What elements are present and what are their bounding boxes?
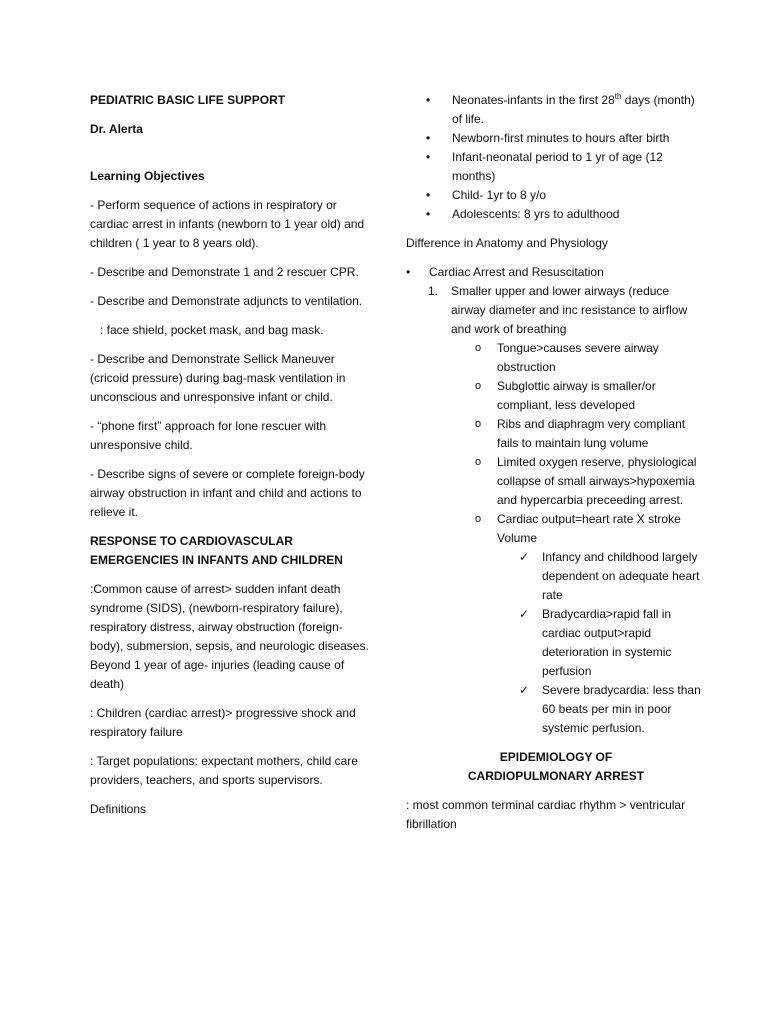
bullet-icon: • <box>426 150 431 164</box>
bullet-icon: • <box>426 207 431 221</box>
sub-item-text: Limited oxygen reserve, physiological collapse of small airways>hypoxemia and hypercarbia preceeding arrest. <box>497 455 697 507</box>
circle-bullet-icon: o <box>475 418 482 430</box>
list-item-text: Infant-neonatal period to 1 yr of age (12 months) <box>452 150 663 183</box>
list-item <box>406 186 706 205</box>
list-item <box>406 282 706 339</box>
list-item <box>406 415 706 453</box>
checkmark-icon: ✓ <box>519 607 530 621</box>
definitions-label: Definitions <box>90 802 147 816</box>
number-marker: 1. <box>428 284 439 298</box>
bullet-icon: • <box>426 131 431 145</box>
circle-bullet-icon: o <box>475 513 482 525</box>
objective-item: - Describe signs of severe or complete foreign-body airway obstruction in infant and child and actions to relieve it. <box>90 467 365 519</box>
check-list <box>406 548 706 738</box>
superscript-th: th <box>614 92 622 101</box>
sub-item-text: Cardiac output=heart rate X stroke Volume <box>497 512 681 545</box>
list-item <box>406 377 706 415</box>
objective-item: : face shield, pocket mask, and bag mask. <box>90 323 324 337</box>
sub-list <box>406 339 706 548</box>
check-item-text: Infancy and childhood largely dependent on adequate heart rate <box>542 550 700 602</box>
circle-bullet-icon: o <box>475 380 482 392</box>
circle-bullet-icon: o <box>475 456 482 468</box>
neonates-text: Neonates-infants in the first 28 <box>452 93 615 107</box>
list-item <box>406 339 706 377</box>
numbered-item-text: Smaller upper and lower airways (reduce airway diameter and inc resistance to airflow and work of breathing <box>451 284 688 336</box>
objective-item: - Describe and Demonstrate Sellick Maneuver (cricoid pressure) during bag-mask ventilation in unconscious and unresponsive infant or child. <box>90 352 346 404</box>
anatomy-heading: Difference in Anatomy and Physiology <box>406 236 608 250</box>
objectives-heading: Learning Objectives <box>90 169 205 183</box>
response-heading: RESPONSE TO CARDIOVASCULAR EMERGENCIES IN INFANTS AND CHILDREN <box>90 534 343 567</box>
list-item-text: Newborn-first minutes to hours after birth <box>452 131 670 145</box>
neonates-text-end: days (month) of life. <box>452 93 695 126</box>
objective-item: - Describe and Demonstrate 1 and 2 rescuer CPR. <box>90 265 359 279</box>
response-paragraph: :Common cause of arrest> sudden infant death syndrome (SIDS), (newborn-respiratory failure), respiratory distress, airway obstruction (foreign-body), submersion, sepsis, and neurologic diseases. Beyond 1 year of age- injuries (leading cause of death) <box>90 582 369 691</box>
cardiac-arrest-list <box>406 263 706 282</box>
list-item-text: Adolescents: 8 yrs to adulthood <box>452 207 620 221</box>
definitions-list <box>406 91 706 224</box>
document-title: PEDIATRIC BASIC LIFE SUPPORT <box>90 93 286 107</box>
check-item-text: Bradycardia>rapid fall in cardiac output>rapid deterioration in systemic perfusion <box>542 607 672 678</box>
left-column <box>90 91 372 829</box>
objective-item: - Perform sequence of actions in respiratory or cardiac arrest in infants (newborn to 1 year old) and children ( 1 year to 8 years old). <box>90 198 365 250</box>
epidemiology-heading: EPIDEMIOLOGY OF CARDIOPULMONARY ARREST <box>467 750 645 783</box>
cardiac-arrest-label: Cardiac Arrest and Resuscitation <box>429 265 604 279</box>
list-item <box>406 548 706 605</box>
checkmark-icon: ✓ <box>519 550 530 564</box>
author-name: Dr. Alerta <box>90 122 143 136</box>
right-column <box>406 91 706 844</box>
list-item <box>406 510 706 548</box>
list-item-text: Child- 1yr to 8 y/o <box>452 188 547 202</box>
list-item <box>406 129 706 148</box>
bullet-icon: • <box>426 188 431 202</box>
objective-item: - “phone first” approach for lone rescuer with unresponsive child. <box>90 419 327 452</box>
list-item <box>406 681 706 738</box>
bullet-icon: • <box>406 265 411 279</box>
response-paragraph: : Target populations: expectant mothers, child care providers, teachers, and sports supervisors. <box>90 754 358 787</box>
circle-bullet-icon: o <box>475 342 482 354</box>
list-item <box>406 605 706 681</box>
check-item-text: Severe bradycardia: less than 60 beats per min in poor systemic perfusion. <box>542 683 701 735</box>
checkmark-icon: ✓ <box>519 683 530 697</box>
sub-item-text: Tongue>causes severe airway obstruction <box>497 341 659 374</box>
list-item <box>406 205 706 224</box>
sub-item-text: Subglottic airway is smaller/or compliant, less developed <box>497 379 656 412</box>
response-paragraph: : Children (cardiac arrest)> progressive shock and respiratory failure <box>90 706 356 739</box>
numbered-list <box>406 282 706 339</box>
list-item <box>406 91 706 129</box>
list-item <box>406 453 706 510</box>
sub-item-text: Ribs and diaphragm very compliant fails to maintain lung volume <box>497 417 686 450</box>
list-item <box>406 148 706 186</box>
list-item <box>406 263 706 282</box>
bullet-icon: • <box>426 93 431 107</box>
objective-item: - Describe and Demonstrate adjuncts to ventilation. <box>90 294 363 308</box>
epidemiology-text: : most common terminal cardiac rhythm > ventricular fibrillation <box>406 798 686 831</box>
